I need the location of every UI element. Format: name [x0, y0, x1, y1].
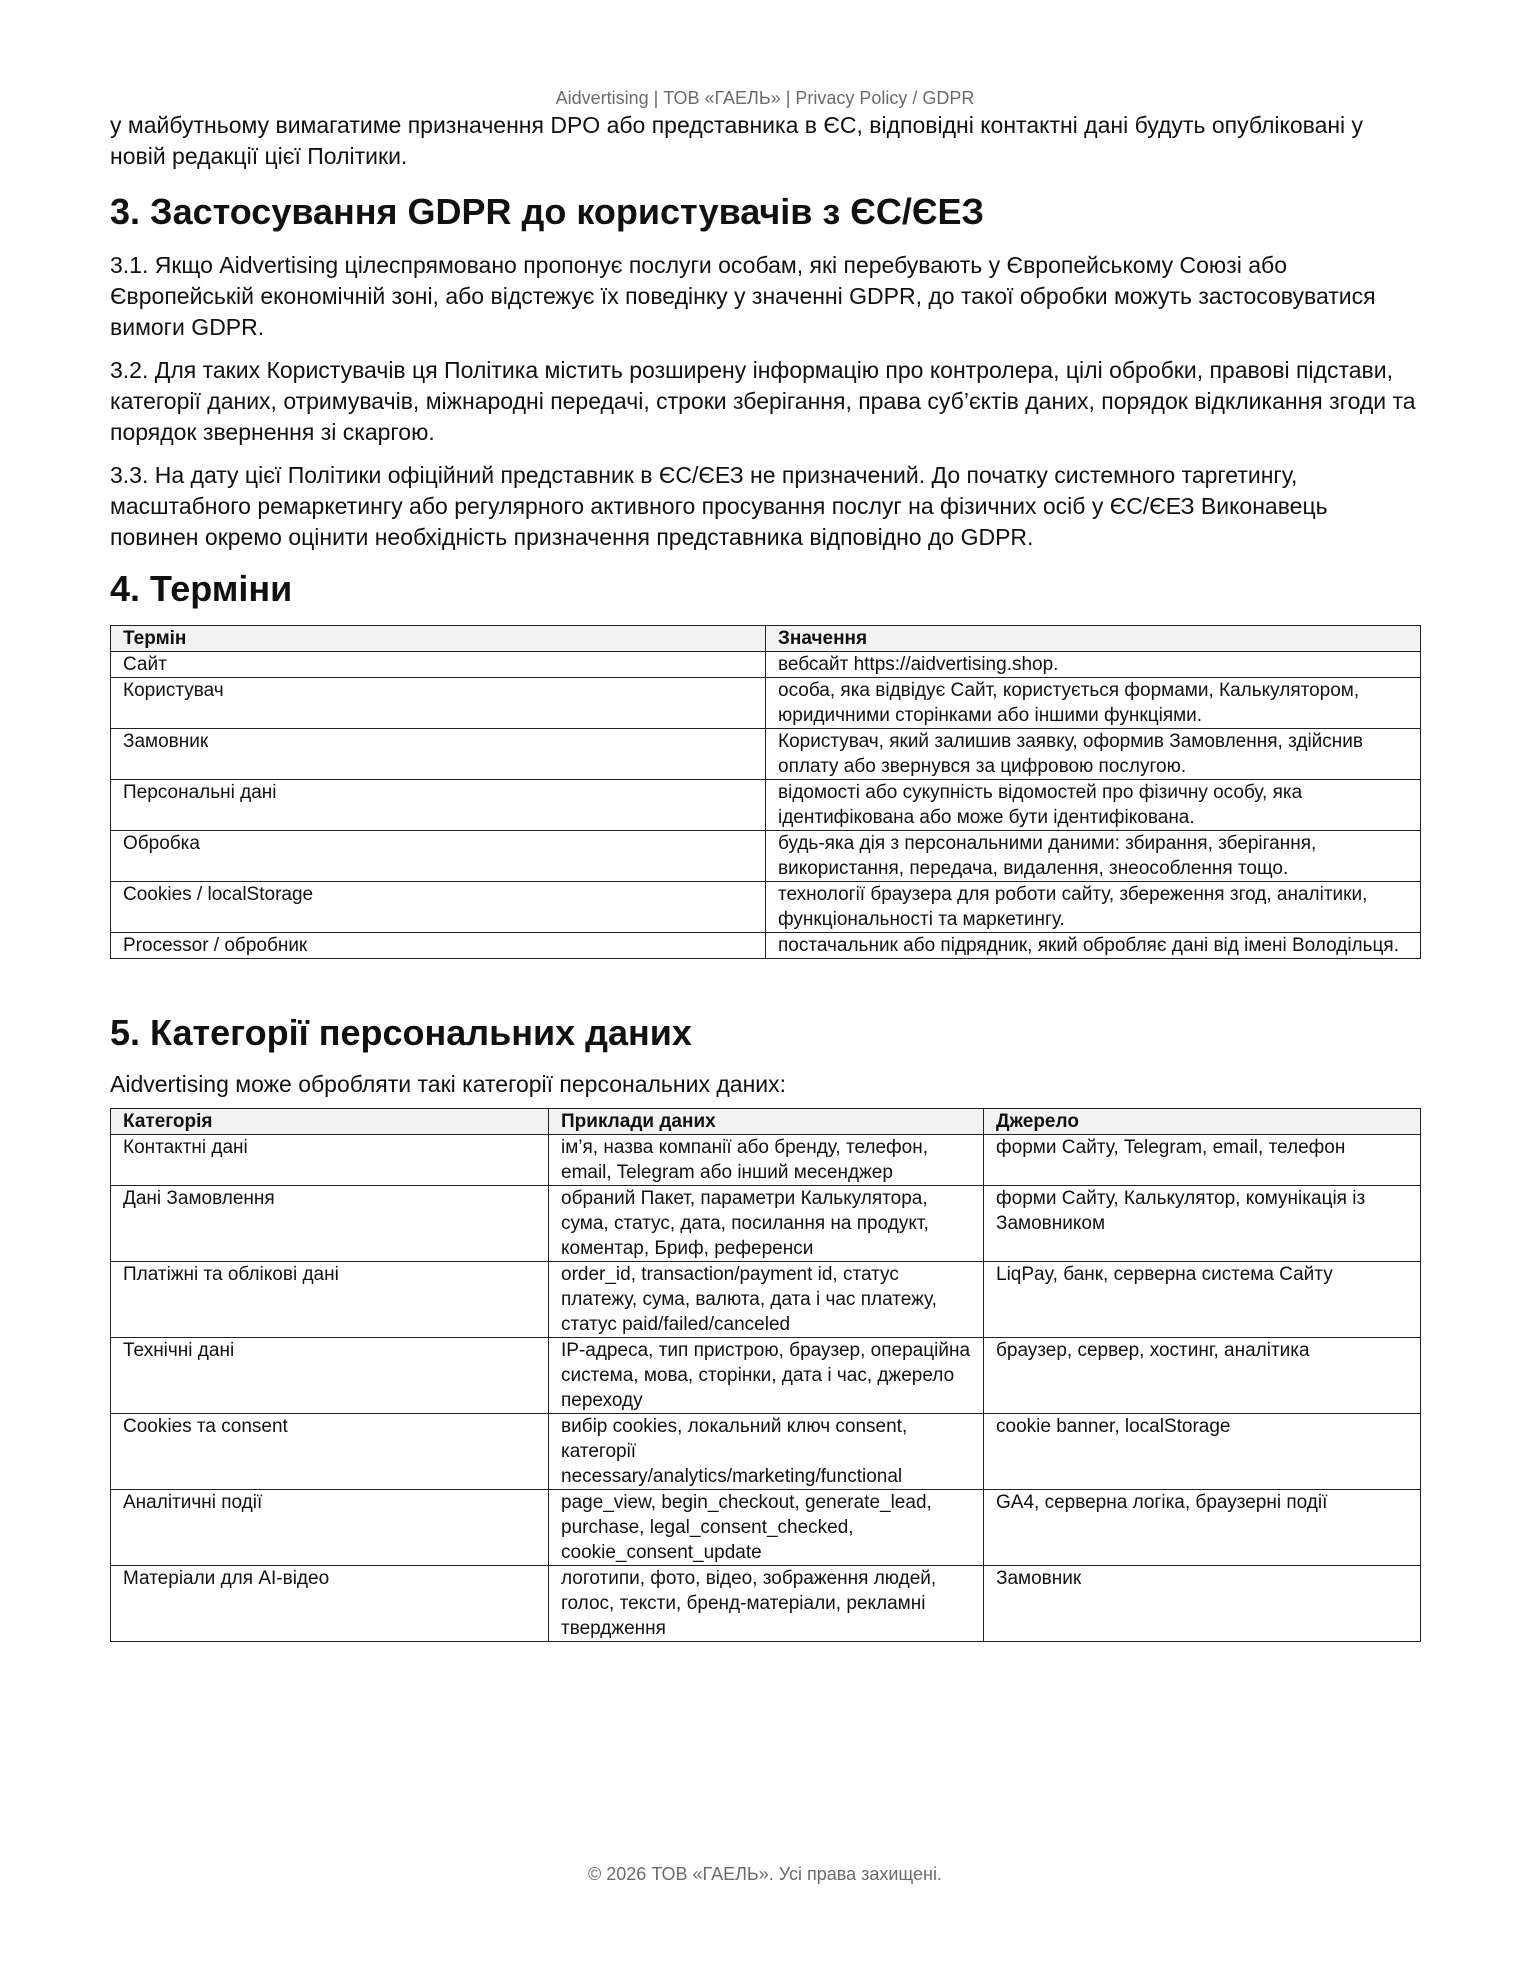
examples-cell: order_id, transaction/payment id, статус платежу, сума, валюта, дата і час платежу, статус paid/failed/canceled — [549, 1262, 984, 1338]
table-row — [111, 1490, 1421, 1566]
examples-cell: page_view, begin_checkout, generate_lead, purchase, legal_consent_checked, cookie_consent_update — [549, 1490, 984, 1566]
source-cell: cookie banner, localStorage — [984, 1414, 1421, 1490]
category-cell: Платіжні та облікові дані — [111, 1262, 549, 1338]
section-5-intro: Aidvertising може обробляти такі категорії персональних даних: — [110, 1071, 787, 1097]
table-row — [111, 1338, 1421, 1414]
table-row — [111, 1135, 1421, 1186]
terms-table-header-row — [111, 626, 1421, 652]
categories-header-source: Джерело — [984, 1109, 1421, 1135]
term-cell: Персональні дані — [111, 780, 766, 831]
meaning-cell: вебсайт https://aidvertising.shop. — [766, 652, 1421, 678]
section-3-paragraph-3: 3.3. На дату цієї Політики офіційний представник в ЄС/ЄЕЗ не призначений. До початку системного таргетингу, масштабного ремаркетингу або регулярного активного просування послуг на фізичних осіб у ЄС/ЄЕЗ Виконавець повинен окремо оцінити необхідність призначення представника відповідно до GDPR. — [110, 462, 1328, 550]
table-row — [111, 1414, 1421, 1490]
examples-cell: логотипи, фото, відео, зображення людей, голос, тексти, бренд-матеріали, рекламні твердження — [549, 1566, 984, 1642]
intro-continuation: у майбутньому вимагатиме призначення DPO або представника в ЄС, відповідні контактні дані будуть опубліковані у новій редакції цієї Політики. — [110, 112, 1364, 169]
data-categories-table — [110, 1108, 1421, 1642]
category-cell: Cookies та consent — [111, 1414, 549, 1490]
meaning-cell: технології браузера для роботи сайту, збереження згод, аналітики, функціональності та маркетингу. — [766, 882, 1421, 933]
examples-cell: вибір cookies, локальний ключ consent, категорії necessary/analytics/marketing/functional — [549, 1414, 984, 1490]
term-cell: Користувач — [111, 678, 766, 729]
categories-header-category: Категорія — [111, 1109, 549, 1135]
table-row — [111, 1262, 1421, 1338]
term-cell: Cookies / localStorage — [111, 882, 766, 933]
source-cell: форми Сайту, Калькулятор, комунікація із Замовником — [984, 1186, 1421, 1262]
source-cell: браузер, сервер, хостинг, аналітика — [984, 1338, 1421, 1414]
examples-cell: обраний Пакет, параметри Калькулятора, сума, статус, дата, посилання на продукт, коментар, Бриф, референси — [549, 1186, 984, 1262]
table-row — [111, 1566, 1421, 1642]
table-row — [111, 831, 1421, 882]
terms-table — [110, 625, 1421, 959]
document-body — [110, 110, 1420, 1642]
meaning-cell: постачальник або підрядник, який обробляє дані від імені Володільця. — [766, 933, 1421, 959]
meaning-cell: Користувач, який залишив заявку, оформив Замовлення, здійснив оплату або звернувся за цифровою послугою. — [766, 729, 1421, 780]
category-cell: Дані Замовлення — [111, 1186, 549, 1262]
terms-header-meaning: Значення — [766, 626, 1421, 652]
meaning-cell: будь-яка дія з персональними даними: збирання, зберігання, використання, передача, видалення, знеособлення тощо. — [766, 831, 1421, 882]
table-row — [111, 678, 1421, 729]
page-footer: © 2026 ТОВ «ГАЕЛЬ». Усі права захищені. — [588, 1864, 942, 1884]
categories-table-header-row — [111, 1109, 1421, 1135]
terms-header-term: Термін — [111, 626, 766, 652]
section-3-paragraph-2: 3.2. Для таких Користувачів ця Політика містить розширену інформацію про контролера, цілі обробки, правові підстави, категорії даних, отримувачів, міжнародні передачі, строки зберігання, права суб’єктів даних, порядок відкликання згоди та порядок звернення зі скаргою. — [110, 357, 1416, 445]
page-header: Aidvertising | ТОВ «ГАЕЛЬ» | Privacy Policy / GDPR — [555, 88, 975, 108]
term-cell: Замовник — [111, 729, 766, 780]
section-3-title: 3. Застосування GDPR до користувачів з ЄС/ЄЕЗ — [110, 191, 985, 232]
table-row — [111, 933, 1421, 959]
category-cell: Аналітичні події — [111, 1490, 549, 1566]
source-cell: Замовник — [984, 1566, 1421, 1642]
section-5-title: 5. Категорії персональних даних — [110, 1012, 692, 1053]
term-cell: Processor / обробник — [111, 933, 766, 959]
examples-cell: ім’я, назва компанії або бренду, телефон, email, Telegram або інший месенджер — [549, 1135, 984, 1186]
source-cell: LiqPay, банк, серверна система Сайту — [984, 1262, 1421, 1338]
table-row — [111, 780, 1421, 831]
meaning-cell: особа, яка відвідує Сайт, користується формами, Калькулятором, юридичними сторінками або іншими функціями. — [766, 678, 1421, 729]
meaning-cell: відомості або сукупність відомостей про фізичну особу, яка ідентифікована або може бути ідентифікована. — [766, 780, 1421, 831]
term-cell: Сайт — [111, 652, 766, 678]
section-4-title: 4. Терміни — [110, 568, 293, 609]
table-row — [111, 729, 1421, 780]
source-cell: форми Сайту, Telegram, email, телефон — [984, 1135, 1421, 1186]
category-cell: Технічні дані — [111, 1338, 549, 1414]
categories-header-examples: Приклади даних — [549, 1109, 984, 1135]
table-row — [111, 882, 1421, 933]
category-cell: Матеріали для AI-відео — [111, 1566, 549, 1642]
table-row — [111, 1186, 1421, 1262]
category-cell: Контактні дані — [111, 1135, 549, 1186]
source-cell: GA4, серверна логіка, браузерні події — [984, 1490, 1421, 1566]
examples-cell: IP-адреса, тип пристрою, браузер, операційна система, мова, сторінки, дата і час, джерело переходу — [549, 1338, 984, 1414]
section-3-paragraph-1: 3.1. Якщо Aidvertising цілеспрямовано пропонує послуги особам, які перебувають у Європейському Союзі або Європейській економічній зоні, або відстежує їх поведінку у значенні GDPR, до такої обробки можуть застосовуватися вимоги GDPR. — [110, 252, 1376, 340]
term-cell: Обробка — [111, 831, 766, 882]
table-row — [111, 652, 1421, 678]
